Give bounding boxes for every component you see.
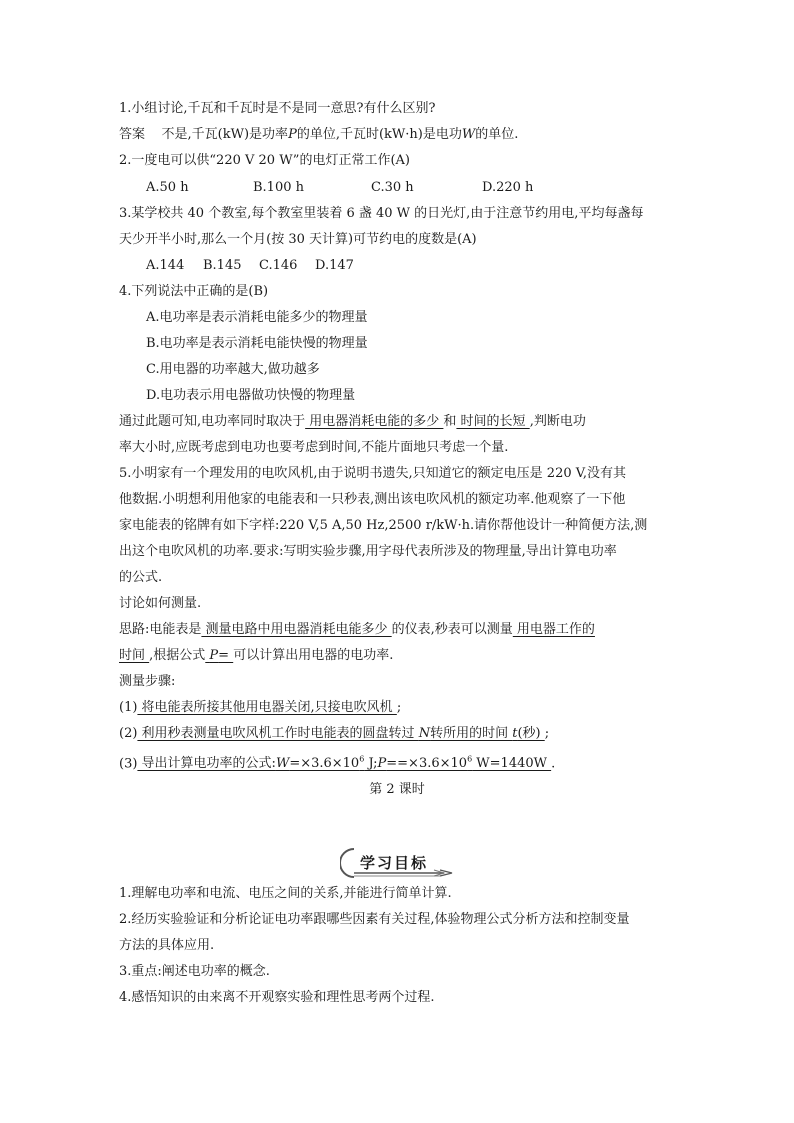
fill-blank: 用电器工作的 (512, 622, 595, 637)
q3-option-b: B.145 (203, 258, 242, 273)
q2-question: 2.一度电可以供“220 V 20 W”的电灯正常工作(A) (119, 153, 410, 168)
fill-blank: 导出计算电功率的公式$:W=\times 3.6\times 10^6$ $J;P==\times 3.6\times 10^6$ W=1440W (137, 755, 552, 772)
q4-conclusion: 通过此题可知,电功率同时取决于 用电器消耗电能的多少 和 时间的长短 ,判断电功 (119, 414, 586, 429)
fill-blank: 利用秒表测量电吹风机工作时电能表的圆盘转过 N转所用的时间 t(秒) (137, 726, 545, 741)
goal-2-line2: 方法的具体应用. (119, 938, 215, 953)
fill-blank: P= (209, 648, 234, 663)
q1-answer: 答案 不是,千瓦(kW)是功率P的单位,千瓦时(kW·h)是电功W的单位. (119, 127, 519, 142)
fill-blank: 时间 (119, 648, 150, 663)
q1-question: 1.小组讨论,千瓦和千瓦时是不是同一意思?有什么区别? (119, 101, 436, 116)
q4-question: 4.下列说法中正确的是(B) (119, 284, 269, 299)
fill-blank: 测量电路中用电器消耗电能多少 (201, 622, 392, 637)
q4-conclusion-line2: 率大小时,应既考虑到电功也要考虑到时间,不能片面地只考虑一个量. (119, 440, 509, 455)
q5-line4: 出这个电吹风机的功率.要求:写明实验步骤,用字母代表所涉及的物理量,导出计算电功率 (119, 544, 617, 559)
goal-4: 4.感悟知识的由来离不开观察实验和理性思考两个过程. (119, 990, 435, 1005)
q5-line2: 他数据.小明想利用他家的电能表和一只秒表,测出该电吹风机的额定功率.他观察了一下他 (119, 492, 626, 507)
q2-option-b: B.100 h (253, 180, 305, 195)
q4-option-b: B.电功率是表示消耗电能快慢的物理量 (146, 336, 368, 351)
q5-step3: (3) 导出计算电功率的公式$:W=\times 3.6\times 10^6$ $J;P==\times 3.6\times 10^6$ W=1440W . (119, 755, 556, 772)
q2-option-a: A.50 h (146, 180, 189, 195)
section-banner (340, 843, 454, 883)
q5-idea: 思路:电能表是 测量电路中用电器消耗电能多少 的仪表,秒表可以测量 用电器工作的 (119, 622, 595, 637)
lesson-heading: 第 2 课时 (369, 782, 425, 797)
q3-option-c: C.146 (259, 258, 298, 273)
q5-idea-line2: 时间 ,根据公式 P= 可以计算出用电器的电功率. (119, 648, 394, 663)
q4-option-a: A.电功率是表示消耗电能多少的物理量 (146, 310, 368, 325)
q5-discuss: 讨论如何测量. (119, 596, 202, 611)
q5-line5: 的公式. (119, 570, 163, 585)
q4-option-d: D.电功表示用电器做功快慢的物理量 (146, 388, 356, 403)
answer-label: 答案 (119, 127, 146, 142)
q5-steps-title: 测量步骤: (119, 674, 176, 689)
goal-3: 3.重点:阐述电功率的概念. (119, 964, 270, 979)
q5-step2: (2) 利用秒表测量电吹风机工作时电能表的圆盘转过 N转所用的时间 t(秒) ; (119, 726, 550, 741)
q5-line3: 家电能表的铭牌有如下字样:220 V,5 A,50 Hz,2500 r/kW·h.请你帮他设计一种简便方法,测 (119, 518, 648, 533)
q2-option-d: D.220 h (482, 180, 534, 195)
q5-step1: (1) 将电能表所接其他用电器关闭,只接电吹风机 ; (119, 700, 402, 715)
q4-option-c: C.用电器的功率越大,做功越多 (146, 362, 320, 377)
q3-line1: 3.某学校共 40 个教室,每个教室里装着 6 盏 40 W 的日光灯,由于注意节约用电,平均每盏每 (119, 206, 644, 221)
q3-option-a: A.144 (146, 258, 185, 273)
q5-line1: 5.小明家有一个理发用的电吹风机,由于说明书遗失,只知道它的额定电压是 220 V,没有其 (119, 466, 626, 481)
q3-option-d: D.147 (315, 258, 354, 273)
goal-2-line1: 2.经历实验验证和分析论证电功率跟哪些因素有关过程,体验物理公式分析方法和控制变量 (119, 912, 630, 927)
q2-option-c: C.30 h (371, 180, 414, 195)
fill-blank: 将电能表所接其他用电器关闭,只接电吹风机 (137, 700, 397, 715)
q3-line2: 天少开半小时,那么一个月(按 30 天计算)可节约电的度数是(A) (119, 232, 477, 247)
goal-1: 1.理解电功率和电流、电压之间的关系,并能进行简单计算. (119, 886, 452, 901)
banner-title: 学习目标 (360, 854, 429, 872)
fill-blank: 时间的长短 (456, 414, 530, 429)
fill-blank: 用电器消耗电能的多少 (305, 414, 444, 429)
